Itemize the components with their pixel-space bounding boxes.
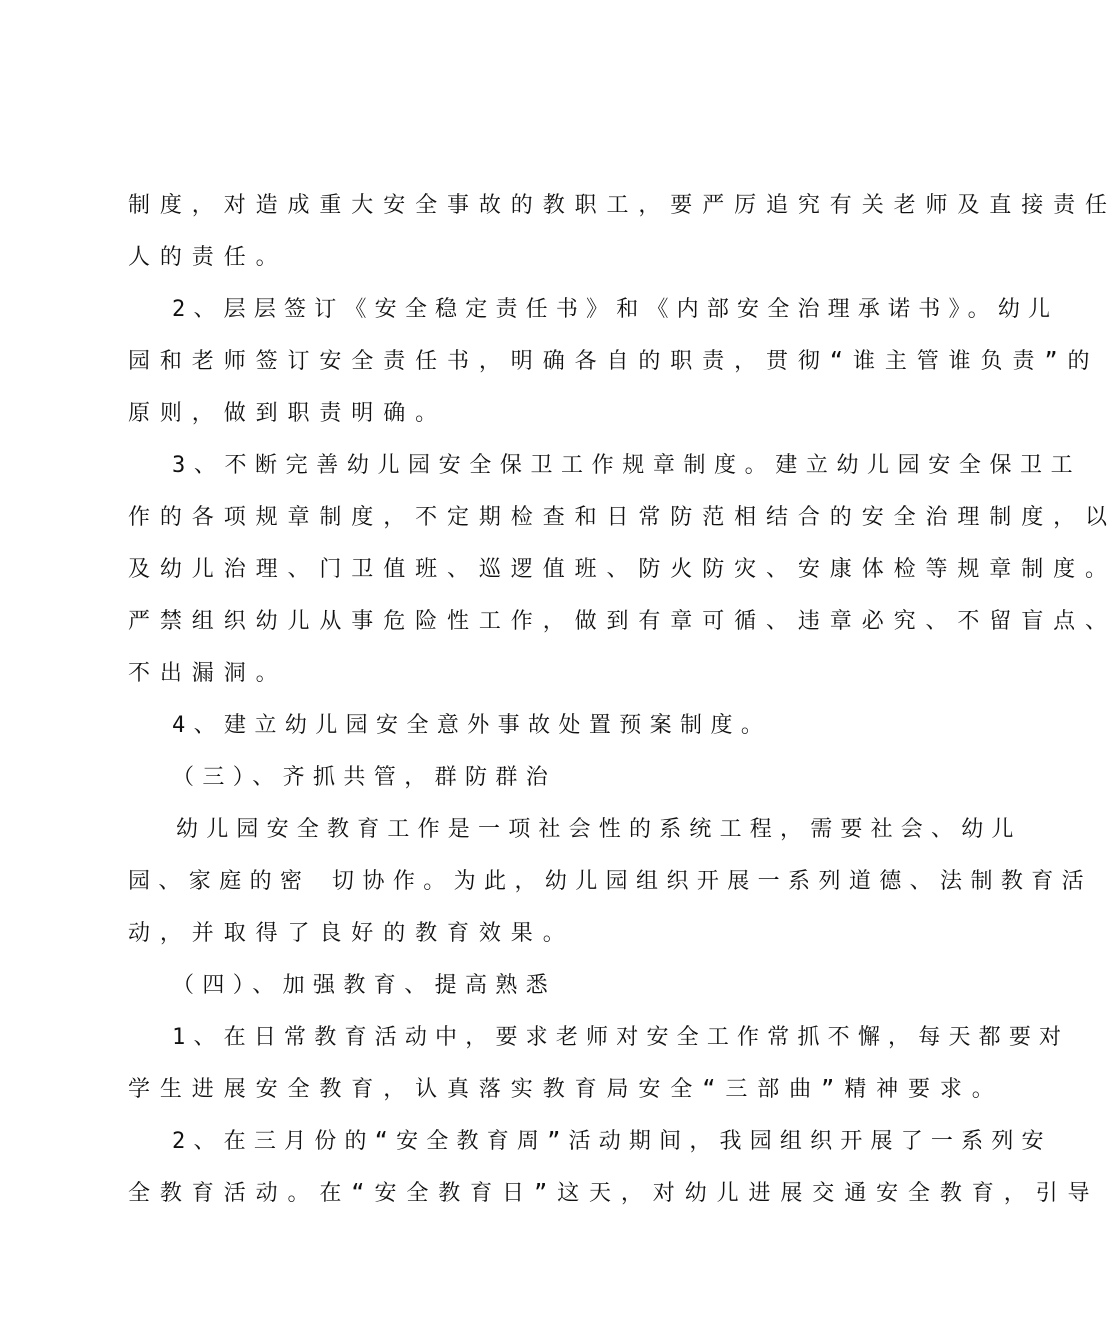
text-line: 作的各项规章制度，不定期检查和日常防范相结合的安全治理制度，以 [128,505,1117,530]
text-line: 1、在日常教育活动中，要求老师对安全工作常抓不懈，每天都要对 [172,1025,1070,1050]
text-line: 3、不断完善幼儿园安全保卫工作规章制度。建立幼儿园安全保卫工 [172,453,1082,478]
section-heading: （三）、齐抓共管，群防群治 [172,765,557,790]
text-line: 园、家庭的密 切协作。为此，幼儿园组织开展一系列道德、法制教育活 [128,869,1093,894]
text-line: 2、在三月份的“安全教育周”活动期间，我园组织开展了一系列安 [172,1129,1052,1154]
text-line: 全教育活动。在“安全教育日”这天，对幼儿进展交通安全教育，引导 [128,1181,1100,1206]
text-line: 制度，对造成重大安全事故的教职工，要严厉追究有关老师及直接责任 [128,193,1117,218]
text-line: 2、层层签订《安全稳定责任书》和《内部安全治理承诺书》。幼儿 [172,297,1059,322]
text-line: 人的责任。 [128,245,288,270]
text-line: 园和老师签订安全责任书，明确各自的职责，贯彻“谁主管谁负责”的 [128,349,1100,374]
text-line: 严禁组织幼儿从事危险性工作，做到有章可循、违章必究、不留盲点、 [128,609,1117,634]
text-line: 不出漏洞。 [128,661,288,686]
text-line: 幼儿园安全教育工作是一项社会性的系统工程，需要社会、幼儿 [176,817,1022,842]
section-heading: （四）、加强教育、提高熟悉 [172,973,557,998]
text-line: 原则，做到职责明确。 [128,401,448,426]
text-line: 学生进展安全教育，认真落实教育局安全“三部曲”精神要求。 [128,1077,1004,1102]
text-line: 动，并取得了良好的教育效果。 [128,921,575,946]
text-line: 4、建立幼儿园安全意外事故处置预案制度。 [172,713,772,738]
text-line: 及幼儿治理、门卫值班、巡逻值班、防火防灾、安康体检等规章制度。 [128,557,1117,582]
